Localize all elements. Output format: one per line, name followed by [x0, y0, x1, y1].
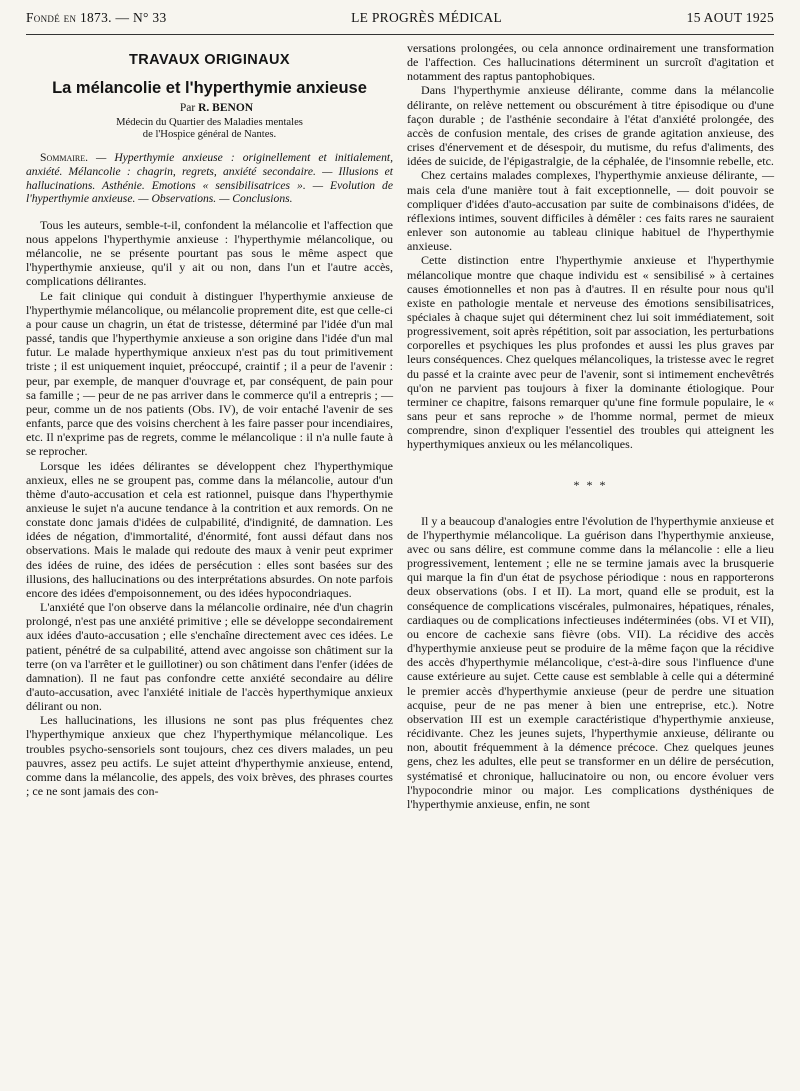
section-separator: * * * — [573, 477, 608, 492]
two-column-body — [26, 41, 774, 811]
issue-date: 15 AOUT 1925 — [686, 10, 774, 25]
paragraph: Dans l'hyperthymie anxieuse délirante, comme dans la mélancolie délirante, on relève nettement ou obscurément à titre épisodique ou d'une façon durable ; de l'asthénie secondaire à l'état d'anxiété prolongée, des accès de confusion mentale, des crises de grande agitation anxieuse, des crises d'énervement et de désespoir, du mutisme, du refus d'aliments, des idées de suicide, de l'épigastralgie, de la céphalée, de l'insomnie rebelle, etc. — [407, 83, 774, 169]
paragraph: Le fait clinique qui conduit à distinguer l'hyperthymie anxieuse de l'hyperthymie mélancolique, ou mélancolie proprement dite, est que celle-ci a pour cause un chagrin, un état de tristesse, déterminé par l'idée d'un mal passé, tandis que l'hyperthymie anxieuse a son origine dans l'idée d'un mal futur. Le malade hyperthymique anxieux n'est pas du tout primitivement triste ; il est uniquement inquiet, préoccupé, craintif ; il a peur de l'avenir : peur, par exemple, de manquer d'ouvrage et, par conséquent, de pain pour sa famille ; — peur de ne pas arriver dans le commerce qu'il a entrepris ; — peur, comme un de nos patients (Obs. IV), de voir entaché l'avenir de ses enfants, parce que des voisins cherchent à les faire passer pour incendiaires, etc. Il n'exprime pas de regrets, comme le mélancolique : il n'a nulle faute à se reprocher. — [26, 288, 393, 459]
author-affiliation — [26, 117, 393, 141]
paragraph: Il y a beaucoup d'analogies entre l'évolution de l'hyperthymie anxieuse et de l'hyperthymie mélancolique. La guérison dans l'hyperthymie anxieuse, avec ou sans délire, est commune comme dans la mélancolie : elle a lieu progressivement, lentement ; elle ne se termine jamais avec la brusquerie qui marque la fin d'un état de psychose périodique : nous en rapporterons deux observations (obs. I et II). La mort, quand elle se produit, est la conséquence de complications viscérales, pulmonaires, hépatiques, rénales, cardiaques ou de complications infectieuses indéterminées (obs. VI et VII), ou encore de cachexie sans fièvre (obs. VII). La récidive des accès d'hyperthymie anxieuse peut se produire de la même façon que la récidive des accès d'hyperthymie mélancolique, c'est-à-dire sous l'influence d'une cause extérieure au sujet. Cette cause est semblable à celle qui a déterminé le premier accès d'hyperthymie anxieuse (peur de perdre une situation acquise, peur de ne pas mener à bien une entreprise, etc.). Notre observation III est un exemple caractéristique d'hyperthymie anxieuse, récidivante. Chez les jeunes sujets, l'hyperthymie anxieuse, délirante ou non, aboutit fréquemment à la démence précoce. Chez quelques jeunes gens, chez les adultes, elle peut se transformer en un délire de persécution, systématisé et chronique, hallucinatoire ou non, ou encore évoluer vers l'hypocondrie minor ou major. Les complications dysthéniques de l'hyperthymie anxieuse, enfin, ne sont — [407, 513, 774, 811]
article-title: La mélancolie et l'hyperthymie anxieuse — [52, 79, 367, 98]
paragraph: Les hallucinations, les illusions ne sont pas plus fréquentes chez l'hyperthymique anxieux que chez l'hyperthymique mélancolique. Les troubles psycho-sensoriels sont toujours, chez ces divers malades, un peu pauvres, assez peu actifs. Le sujet atteint d'hyperthymie anxieuse, entend, comme dans la mélancolie, des appels, des voix brèves, des phrases courtes ; ce ne sont jamais des con- — [26, 713, 393, 799]
running-header — [26, 10, 774, 35]
paragraph: L'anxiété que l'on observe dans la mélancolie ordinaire, née d'un chagrin prolongé, n'est pas une anxiété primitive ; elle se développe secondairement aux idées d'auto-accusation ; elle s'enchaîne directement avec ces idées. Le patient, pénétré de sa culpabilité, attend avec angoisse son châtiment sur la terre (on va l'arrêter et le guillotiner) ou son châtiment dans l'enfer (idées de damnation). Il ne faut pas confondre cette anxiété secondaire au délire d'auto-accusation, avec l'anxiété initiale de l'accès hyperthymique anxieux délirant ou non. — [26, 600, 393, 714]
paragraph: Chez certains malades complexes, l'hyperthymie anxieuse délirante, — mais cela d'une manière tout à fait exceptionnelle, — doit pouvoir se compliquer d'idées d'auto-accusation par suite de combinaisons d'idées, de réflexions intimes, souvent difficiles à démêler : ces faits rares ne sauraient enlever son autonomie au tableau clinique habituel de l'hyperthymie anxieuse. — [407, 168, 774, 254]
affiliation-line-2: de l'Hospice général de Nantes. — [142, 129, 277, 141]
paragraph: Lorsque les idées délirantes se développent chez l'hyperthymique anxieux, elles ne se groupent pas, comme dans la mélancolie, autour d'un thème d'auto-accusation et cela est rationnel, puisque dans l'hyperthymie anxieuse le sujet n'a aucune tendance à la contrition et aux remords. On ne constate donc jamais d'idées de culpabilité, d'indignité, de damnation. Les idées de négation, d'immortalité, d'énormité, font aussi défaut dans nos observations. Mais le malade qui redoute des maux à venir peut exprimer des idées de ruine, des idées de persécution : elles sont basées sur des illusions, des hallucinations ou des interprétations absurdes. On note parfois encore des idées d'empoisonnement, ou des idées hypocondriaques. — [26, 458, 393, 600]
summary-text: — Hyperthymie anxieuse : originellement et initialement, anxiété. Mélancolie : chagrin, regrets, anxiété secondaire. — Illusions et hallucinations. Asthénie. Emotions « sensibilisatrices ». — Evolution de l'hyperthymie anxieuse. — Observations. — Conclusions. — [26, 151, 393, 206]
paragraph: versations prolongées, ou cela annonce ordinairement une transformation de l'affection. Ces hallucinations déterminent un surcroît d'agitation et notamment des raptus pantophobiques. — [407, 41, 774, 84]
left-column — [26, 41, 393, 811]
summary-label: Sommaire. — [40, 151, 89, 165]
byline-prefix: Par — [179, 102, 196, 115]
right-column — [407, 41, 774, 811]
article-summary — [26, 151, 393, 205]
author-name: R. BENON — [198, 102, 254, 115]
journal-name: LE PROGRÈS MÉDICAL — [351, 10, 503, 25]
header-founded-issue: Fondé en 1873. — N° 33 — [26, 10, 167, 25]
section-title: TRAVAUX ORIGINAUX — [129, 52, 290, 68]
affiliation-line-1: Médecin du Quartier des Maladies mentales — [116, 117, 303, 129]
paragraph: Cette distinction entre l'hyperthymie anxieuse et l'hyperthymie mélancolique montre que chaque individu est « sensibilisé » à certaines causes émotionnelles et non pas à d'autres. Il en résulte pour nous qu'il existe en pathologie mentale et nerveuse des émotions sensibilisatrices, spéciales à chaque sujet qui déterminent chez lui soit immédiatement, soit progressivement, soit après répétition, soit par association, les perturbations corporelles et psychiques les plus profondes et aussi les plus graves par leurs conséquences. Chez quelques mélancoliques, la tristesse avec le regret du passé et la crainte avec peur de l'avenir, sont si intimement enchevêtrés qu'on ne parvient pas toujours à fixer la dominante étiologique. Pour terminer ce chapitre, faisons remarquer qu'une fine formule populaire, le « sans peur et sans reproche » de l'homme normal, permet de mieux comprendre, sinon d'expliquer l'essentiel des troubles qui atteignent les hyperthymiques anxieux ou les mélancoliques. — [407, 253, 774, 452]
byline — [26, 101, 393, 115]
paragraph: Tous les auteurs, semble-t-il, confondent la mélancolie et l'affection que nous appelons l'hyperthymie anxieuse : l'hyperthymie mélancolique, ou mélancolie, ne se présente pourtant pas sous le même aspect que l'hyperthymie anxieuse, qu'il y ait ou non, dans l'un et l'autre accès, complications délirantes. — [26, 217, 393, 289]
